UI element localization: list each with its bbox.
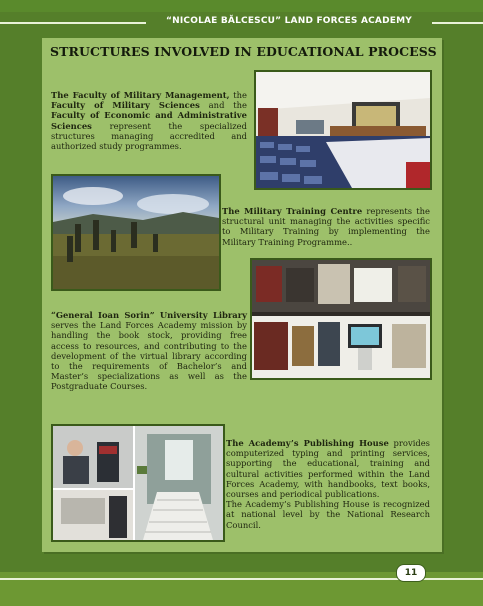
page-number: 11 (396, 564, 426, 582)
header-rule-right (432, 22, 483, 24)
faculty-economic: Faculty of Economic and Administrative Sciences (51, 110, 247, 131)
library-text: “General Ioan Sorin” University Library serves the Land Forces Academy mission by handling the book stock, providing free access to resources, and contributing to the development of the virtual library according to the requirements of Bachelor’s and Master’s specializations as well as the Postgraduate Courses. (51, 310, 247, 392)
header-rule-left (0, 22, 146, 24)
training-centre: The Military Training Centre (222, 206, 363, 216)
publishing-recognition: The Academy’s Publishing House is recognized at national level by the National Research Council. (226, 499, 430, 530)
publishing-text: The Academy’s Publishing House provides computerized typing and printing services, supporting the educational, training and cultural activities performed within the Land Forces Academy, with handbooks, text books, courses and periodical publications. The Academy’s Publishing House is recognized at national level by the National Research Council. (226, 438, 430, 530)
faculty-sciences: Faculty of Military Sciences (51, 100, 200, 111)
publishing-house: The Academy’s Publishing House (226, 438, 389, 448)
header-band (0, 0, 483, 12)
auditorium-photo (254, 70, 432, 190)
library-photo (250, 258, 432, 380)
header-title: “NICOLAE BĂLCESCU” LAND FORCES ACADEMY (166, 16, 412, 26)
library-name: “General Ioan Sorin” University Library (51, 310, 247, 320)
faculty-management: The Faculty of Military Management, (51, 90, 230, 100)
page-title: STRUCTURES INVOLVED IN EDUCATIONAL PROCESS (50, 44, 437, 59)
training-text: The Military Training Centre represents the structural unit managing the activities specific to Military Training by implementing the Military Training Programme.. (222, 206, 430, 247)
publishing-photo (51, 424, 225, 542)
faculties-text: The Faculty of Military Management, the Faculty of Military Sciences and the Faculty of Economic and Administrative Sciences represent the specialized structures managing accredited and authorized study programmes. (51, 90, 248, 152)
soldiers-photo (51, 174, 221, 291)
